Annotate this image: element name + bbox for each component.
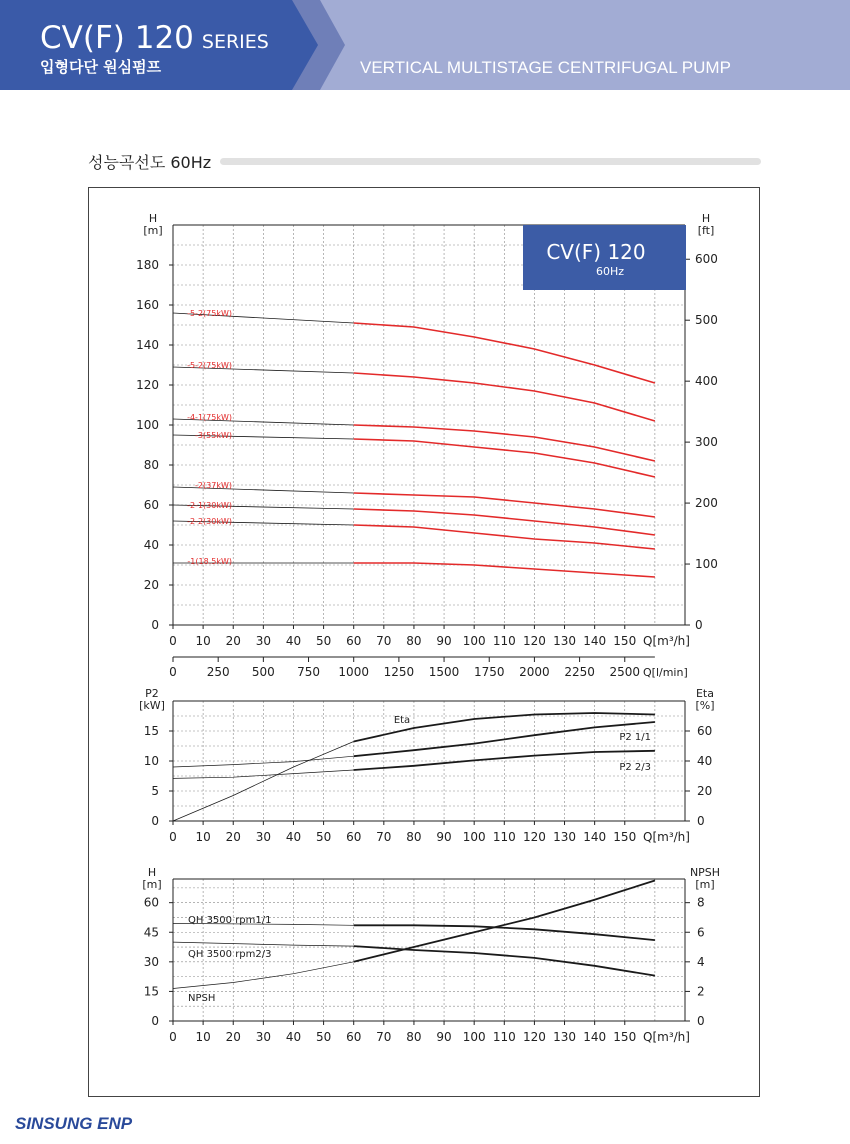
head-x-tick-label: 40 — [285, 634, 302, 648]
npsh-x-tick-label: 0 — [169, 1030, 177, 1044]
power-x-tick-label: 120 — [522, 830, 546, 844]
npsh-y2-axis-label-line-0: NPSH — [689, 866, 721, 879]
power-x-axis-label: Q[m³/h] — [643, 830, 690, 844]
power-y2-axis-label-line-0: Eta — [695, 687, 715, 700]
qh-npsh-chart — [142, 866, 720, 1044]
head-y-tick-label: 0 — [151, 618, 159, 632]
power-y-axis-label-line-0: P2 — [145, 687, 159, 700]
npsh-x-tick-label: 10 — [195, 1030, 211, 1044]
head-x-tick-label: 50 — [315, 634, 332, 648]
npsh-qh-full-label: QH 3500 rpm1/1 — [188, 915, 272, 926]
head-x-axis-label: Q[m³/h] — [643, 634, 690, 648]
series-main-label: CV(F) 120 — [40, 20, 194, 56]
head-x-tick-label: 80 — [406, 634, 422, 648]
power-x-tick-label: 30 — [255, 830, 271, 844]
head-x2-tick-label: 1750 — [473, 665, 505, 679]
npsh-y2-tick-label: 8 — [697, 895, 705, 910]
power-x-tick-label: 10 — [195, 830, 211, 844]
head-y-tick-label: 40 — [143, 538, 159, 552]
section-title: 성능곡선도 60Hz — [88, 153, 212, 172]
npsh-qh-twothirds-label: QH 3500 rpm2/3 — [188, 949, 272, 960]
head-series-label: -5-2(75kW) — [187, 309, 232, 318]
npsh-x-tick-label: 150 — [613, 1030, 637, 1044]
head-x2-tick-label: 2000 — [519, 665, 550, 679]
power-y2-tick-label: 0 — [697, 814, 705, 828]
head-series-label: -2(37kW) — [195, 481, 232, 490]
npsh-y2-tick-label: 6 — [697, 925, 705, 940]
power-y-tick-label: 5 — [151, 784, 159, 798]
head-x2-tick-label: 1500 — [428, 665, 460, 679]
npsh-x-tick-label: 50 — [315, 1030, 332, 1044]
power-x-tick-label: 70 — [376, 830, 392, 844]
npsh-x-tick-label: 100 — [462, 1030, 486, 1044]
head-y-axis-label-line-0: H — [148, 212, 158, 225]
npsh-x-tick-label: 30 — [255, 1030, 271, 1044]
head-x2-tick-label: 250 — [206, 665, 230, 679]
head-x2-tick-label: 0 — [169, 665, 177, 679]
head-y2-tick-label: 0 — [695, 618, 703, 632]
head-x2-tick-label: 2250 — [564, 665, 595, 679]
power-p2-twothirds-label: P2 2/3 — [619, 762, 651, 773]
npsh-x-tick-label: 70 — [376, 1030, 392, 1044]
head-x2-tick-label: 750 — [297, 665, 320, 679]
header-product-title: VERTICAL MULTISTAGE CENTRIFUGAL PUMP — [360, 58, 731, 77]
npsh-y-tick-label: 45 — [143, 925, 159, 940]
power-x-tick-label: 0 — [169, 830, 177, 844]
head-y2-tick-label: 200 — [695, 496, 718, 511]
npsh-y-tick-label: 30 — [143, 954, 159, 969]
npsh-y-tick-label: 15 — [143, 984, 159, 999]
npsh-y-tick-label: 0 — [151, 1014, 159, 1028]
npsh-y2-tick-label: 4 — [697, 954, 705, 969]
head-y-tick-label: 60 — [143, 498, 159, 512]
power-y-tick-label: 15 — [143, 724, 159, 738]
npsh-x-tick-label: 130 — [553, 1030, 576, 1044]
npsh-npsh-label: NPSH — [188, 993, 216, 1004]
head-y2-axis-label-line-0: H — [701, 212, 711, 225]
brand-logo-text: SINSUNG ENP — [15, 1114, 133, 1133]
head-x-tick-label: 130 — [553, 634, 576, 648]
npsh-x-tick-label: 80 — [406, 1030, 422, 1044]
head-x2-tick-label: 2500 — [609, 665, 641, 679]
power-x-tick-label: 130 — [553, 830, 576, 844]
npsh-x-tick-label: 140 — [583, 1030, 607, 1044]
npsh-y-tick-label: 60 — [143, 895, 159, 910]
npsh-x-tick-label: 90 — [436, 1030, 452, 1044]
head-y-tick-label: 80 — [143, 458, 159, 472]
head-y2-tick-label: 100 — [695, 557, 718, 572]
head-x2-tick-label: 1000 — [338, 665, 369, 679]
head-y-axis-label-line-1: [m] — [143, 224, 163, 237]
head-x-tick-label: 10 — [195, 634, 211, 648]
head-x2-tick-label: 500 — [251, 665, 275, 679]
head-x-tick-label: 70 — [376, 634, 392, 648]
head-x-tick-label: 150 — [613, 634, 637, 648]
power-y-tick-label: 0 — [151, 814, 159, 828]
power-x-tick-label: 150 — [613, 830, 637, 844]
power-y-tick-label: 10 — [143, 754, 159, 768]
power-x-tick-label: 20 — [225, 830, 241, 844]
power-x-tick-label: 50 — [315, 830, 332, 844]
head-y-tick-label: 160 — [136, 298, 159, 312]
power-x-tick-label: 40 — [285, 830, 302, 844]
head-y2-tick-label: 500 — [695, 313, 718, 328]
power-y2-tick-label: 20 — [697, 784, 713, 798]
head-y-tick-label: 20 — [143, 578, 159, 592]
head-y2-tick-label: 400 — [695, 374, 718, 389]
npsh-x-axis-label: Q[m³/h] — [643, 1030, 690, 1044]
power-p2-full-label: P2 1/1 — [619, 732, 651, 743]
badge-freq-label: 60Hz — [595, 265, 625, 278]
power-x-tick-label: 80 — [406, 830, 422, 844]
npsh-x-tick-label: 40 — [285, 1030, 302, 1044]
head-y2-axis-label-line-1: [ft] — [697, 224, 715, 237]
npsh-y2-tick-label: 0 — [697, 1014, 705, 1028]
head-series-label: -1(18.5kW) — [187, 557, 232, 566]
head-series-label: -5-2(75kW) — [187, 361, 232, 370]
head-x2-axis-label: Q[l/min] — [643, 666, 688, 679]
npsh-x-tick-label: 120 — [522, 1030, 546, 1044]
head-x-tick-label: 0 — [169, 634, 177, 648]
power-x-tick-label: 110 — [492, 830, 516, 844]
power-x-tick-label: 140 — [583, 830, 607, 844]
head-y2-tick-label: 300 — [695, 435, 718, 450]
npsh-x-tick-label: 110 — [492, 1030, 516, 1044]
head-x-tick-label: 20 — [225, 634, 241, 648]
badge-model-label: CV(F) 120 — [546, 240, 646, 264]
head-x-tick-label: 140 — [583, 634, 607, 648]
power-x-tick-label: 100 — [462, 830, 486, 844]
npsh-x-tick-label: 60 — [346, 1030, 362, 1044]
power-x-tick-label: 90 — [436, 830, 452, 844]
head-x-tick-label: 60 — [346, 634, 362, 648]
head-y-tick-label: 140 — [136, 338, 159, 352]
model-badge — [523, 225, 686, 290]
power-y2-axis-label-line-1: [%] — [695, 699, 715, 712]
head-x-tick-label: 30 — [255, 634, 271, 648]
head-series-label: -2-2(30kW) — [187, 517, 232, 526]
power-eta-label: Eta — [393, 715, 411, 726]
npsh-y2-tick-label: 2 — [697, 984, 705, 999]
head-series-label: -3(55kW) — [195, 431, 232, 440]
head-x-tick-label: 100 — [462, 634, 486, 648]
head-x-tick-label: 110 — [492, 634, 516, 648]
power-y-axis-label-line-1: [kW] — [139, 699, 165, 712]
head-y2-tick-label: 600 — [695, 252, 718, 267]
head-series-label: -4-1(75kW) — [187, 413, 232, 422]
head-x-tick-label: 90 — [436, 634, 452, 648]
npsh-x-tick-label: 20 — [225, 1030, 241, 1044]
npsh-y2-axis-label-line-1: [m] — [695, 878, 715, 891]
power-y2-tick-label: 60 — [697, 724, 713, 738]
power-eta-chart — [139, 687, 714, 844]
power-x-tick-label: 60 — [346, 830, 362, 844]
npsh-y-axis-label-line-0: H — [147, 866, 157, 879]
head-y-tick-label: 100 — [136, 418, 159, 432]
head-x-tick-label: 120 — [522, 634, 546, 648]
power-y2-tick-label: 40 — [697, 754, 713, 768]
npsh-curve-thin — [173, 942, 354, 946]
series-suffix-label: SERIES — [201, 31, 269, 53]
head-y-tick-label: 180 — [136, 258, 159, 272]
series-korean-subtitle: 입형다단 원심펌프 — [40, 58, 162, 76]
head-series-label: -2-1(30kW) — [187, 501, 232, 510]
head-x2-tick-label: 1250 — [383, 665, 415, 679]
npsh-y-axis-label-line-1: [m] — [142, 878, 162, 891]
head-y-tick-label: 120 — [136, 378, 159, 392]
